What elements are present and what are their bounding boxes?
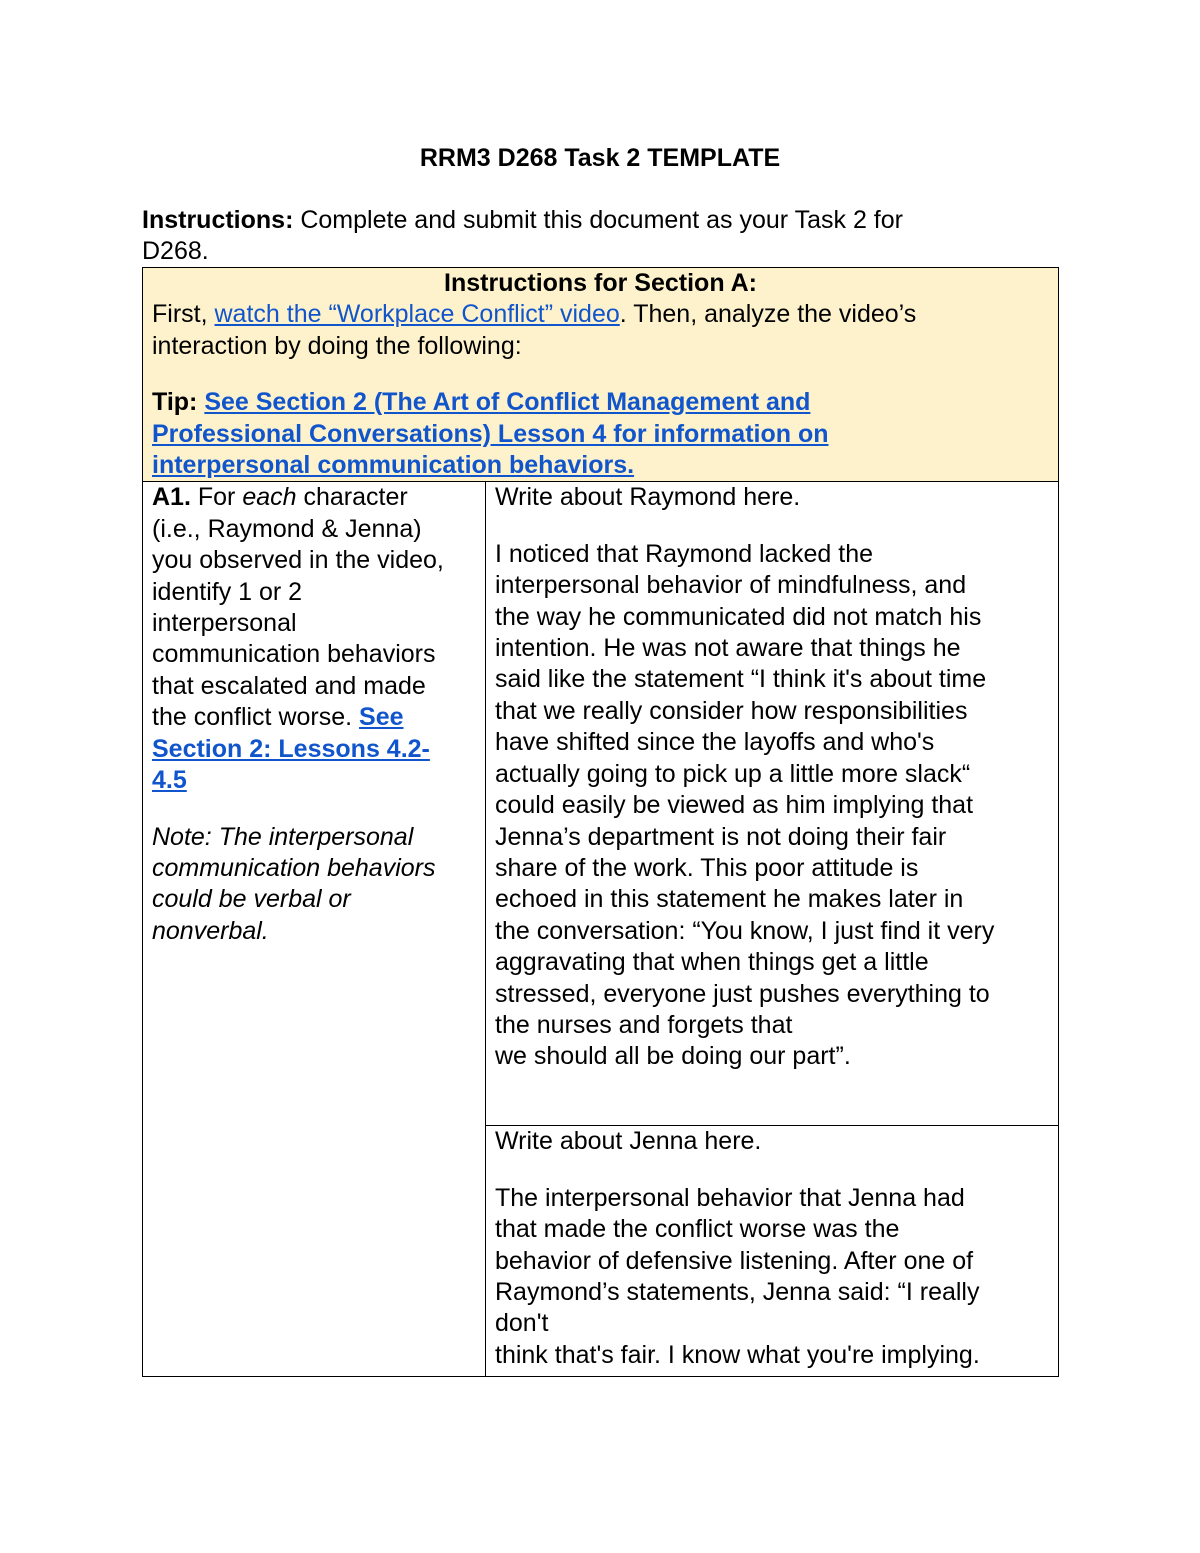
- raymond-line: the nurses and forgets that: [495, 1010, 793, 1039]
- workplace-conflict-video-link[interactable]: watch the “Workplace Conflict” video: [214, 300, 620, 329]
- jenna-line: Raymond’s statements, Jenna said: “I really: [495, 1278, 980, 1307]
- spacer: [495, 514, 1049, 539]
- raymond-line: intention. He was not aware that things he: [495, 634, 961, 663]
- jenna-line: don't: [495, 1309, 549, 1338]
- tip-link-line3[interactable]: interpersonal communication behaviors.: [152, 451, 635, 480]
- spacer: [495, 1158, 1049, 1183]
- jenna-line: The interpersonal behavior that Jenna had: [495, 1183, 965, 1212]
- a1-prompt-text: character: [296, 483, 408, 512]
- raymond-line: share of the work. This poor attitude is: [495, 853, 919, 882]
- raymond-heading: Write about Raymond here.: [495, 483, 801, 512]
- jenna-heading: Write about Jenna here.: [495, 1127, 762, 1156]
- a1-prompt: [152, 482, 476, 796]
- a1-prompt-text: (i.e., Raymond & Jenna): [152, 514, 422, 543]
- raymond-line: the way he communicated did not match his: [495, 602, 982, 631]
- note-line: nonverbal.: [152, 916, 269, 945]
- document-title: RRM3 D268 Task 2 TEMPLATE: [419, 144, 781, 172]
- tip-paragraph: [152, 387, 1049, 481]
- raymond-line: Jenna’s department is not doing their fair: [495, 822, 947, 851]
- a1-prompt-text: interpersonal: [152, 609, 297, 638]
- raymond-line: said like the statement “I think it's about time: [495, 665, 987, 694]
- raymond-response: [495, 539, 1049, 1073]
- jenna-line: think that's fair. I know what you're implying.: [495, 1340, 980, 1369]
- raymond-line: that we really consider how responsibilities: [495, 696, 968, 725]
- a1-prompt-text: communication behaviors: [152, 640, 436, 669]
- note-line: could be verbal or: [152, 885, 351, 914]
- a1-prompt-emphasis: each: [242, 483, 297, 512]
- section-a-first-line2: interaction by doing the following:: [152, 331, 522, 360]
- raymond-line: actually going to pick up a little more slack“: [495, 759, 971, 788]
- tip-link-line1[interactable]: See Section 2 (The Art of Conflict Management and: [204, 388, 811, 417]
- raymond-line: have shifted since the layoffs and who's: [495, 728, 935, 757]
- task-table: [142, 267, 1059, 1377]
- raymond-line: we should all be doing our part”.: [495, 1042, 851, 1071]
- instructions-text-line1: Complete and submit this document as your Task 2 for: [293, 206, 903, 234]
- a1-label: A1.: [152, 483, 191, 512]
- instructions-label: Instructions:: [142, 206, 294, 234]
- a1-prompt-text: that escalated and made: [152, 671, 426, 700]
- raymond-line: I noticed that Raymond lacked the: [495, 539, 874, 568]
- spacer: [152, 362, 1049, 387]
- tip-link-line2[interactable]: Professional Conversations) Lesson 4 for information on: [152, 419, 829, 448]
- jenna-response: [495, 1183, 1049, 1371]
- a1-prompt-text: you observed in the video,: [152, 546, 444, 575]
- raymond-line: stressed, everyone just pushes everything to: [495, 979, 990, 1008]
- section-a-instructions-cell: [143, 268, 1059, 482]
- instructions-paragraph: [142, 205, 1022, 267]
- a1-prompt-text: For: [190, 483, 243, 512]
- note-line: Note: The interpersonal: [152, 822, 414, 851]
- a1-prompt-cell: [143, 482, 486, 1377]
- raymond-line: the conversation: “You know, I just find it very: [495, 916, 995, 945]
- raymond-line: interpersonal behavior of mindfulness, and: [495, 571, 967, 600]
- a1-prompt-text: identify 1 or 2: [152, 577, 303, 606]
- spacer: [152, 797, 476, 822]
- tip-label: Tip:: [152, 388, 198, 417]
- section-a-heading: Instructions for Section A:: [444, 269, 757, 297]
- raymond-line: echoed in this statement he makes later in: [495, 885, 964, 914]
- jenna-response-cell[interactable]: [486, 1126, 1059, 1377]
- lessons-link-line2[interactable]: Section 2: Lessons 4.2-: [152, 734, 430, 763]
- raymond-line: aggravating that when things get a little: [495, 948, 929, 977]
- lessons-link-line1[interactable]: See: [359, 703, 404, 732]
- jenna-line: behavior of defensive listening. After one of: [495, 1246, 974, 1275]
- lessons-link-line3[interactable]: 4.5: [152, 766, 187, 795]
- a1-prompt-text: the conflict worse.: [152, 703, 360, 732]
- a1-note: [152, 822, 476, 948]
- note-line: communication behaviors: [152, 853, 436, 882]
- raymond-line: could easily be viewed as him implying that: [495, 791, 974, 820]
- jenna-line: that made the conflict worse was the: [495, 1215, 900, 1244]
- first-prefix: First,: [152, 300, 215, 329]
- raymond-response-cell[interactable]: [486, 482, 1059, 1126]
- instructions-text-line2: D268.: [142, 237, 209, 265]
- section-a-first-line: [152, 299, 1049, 330]
- first-suffix: . Then, analyze the video’s: [619, 300, 917, 329]
